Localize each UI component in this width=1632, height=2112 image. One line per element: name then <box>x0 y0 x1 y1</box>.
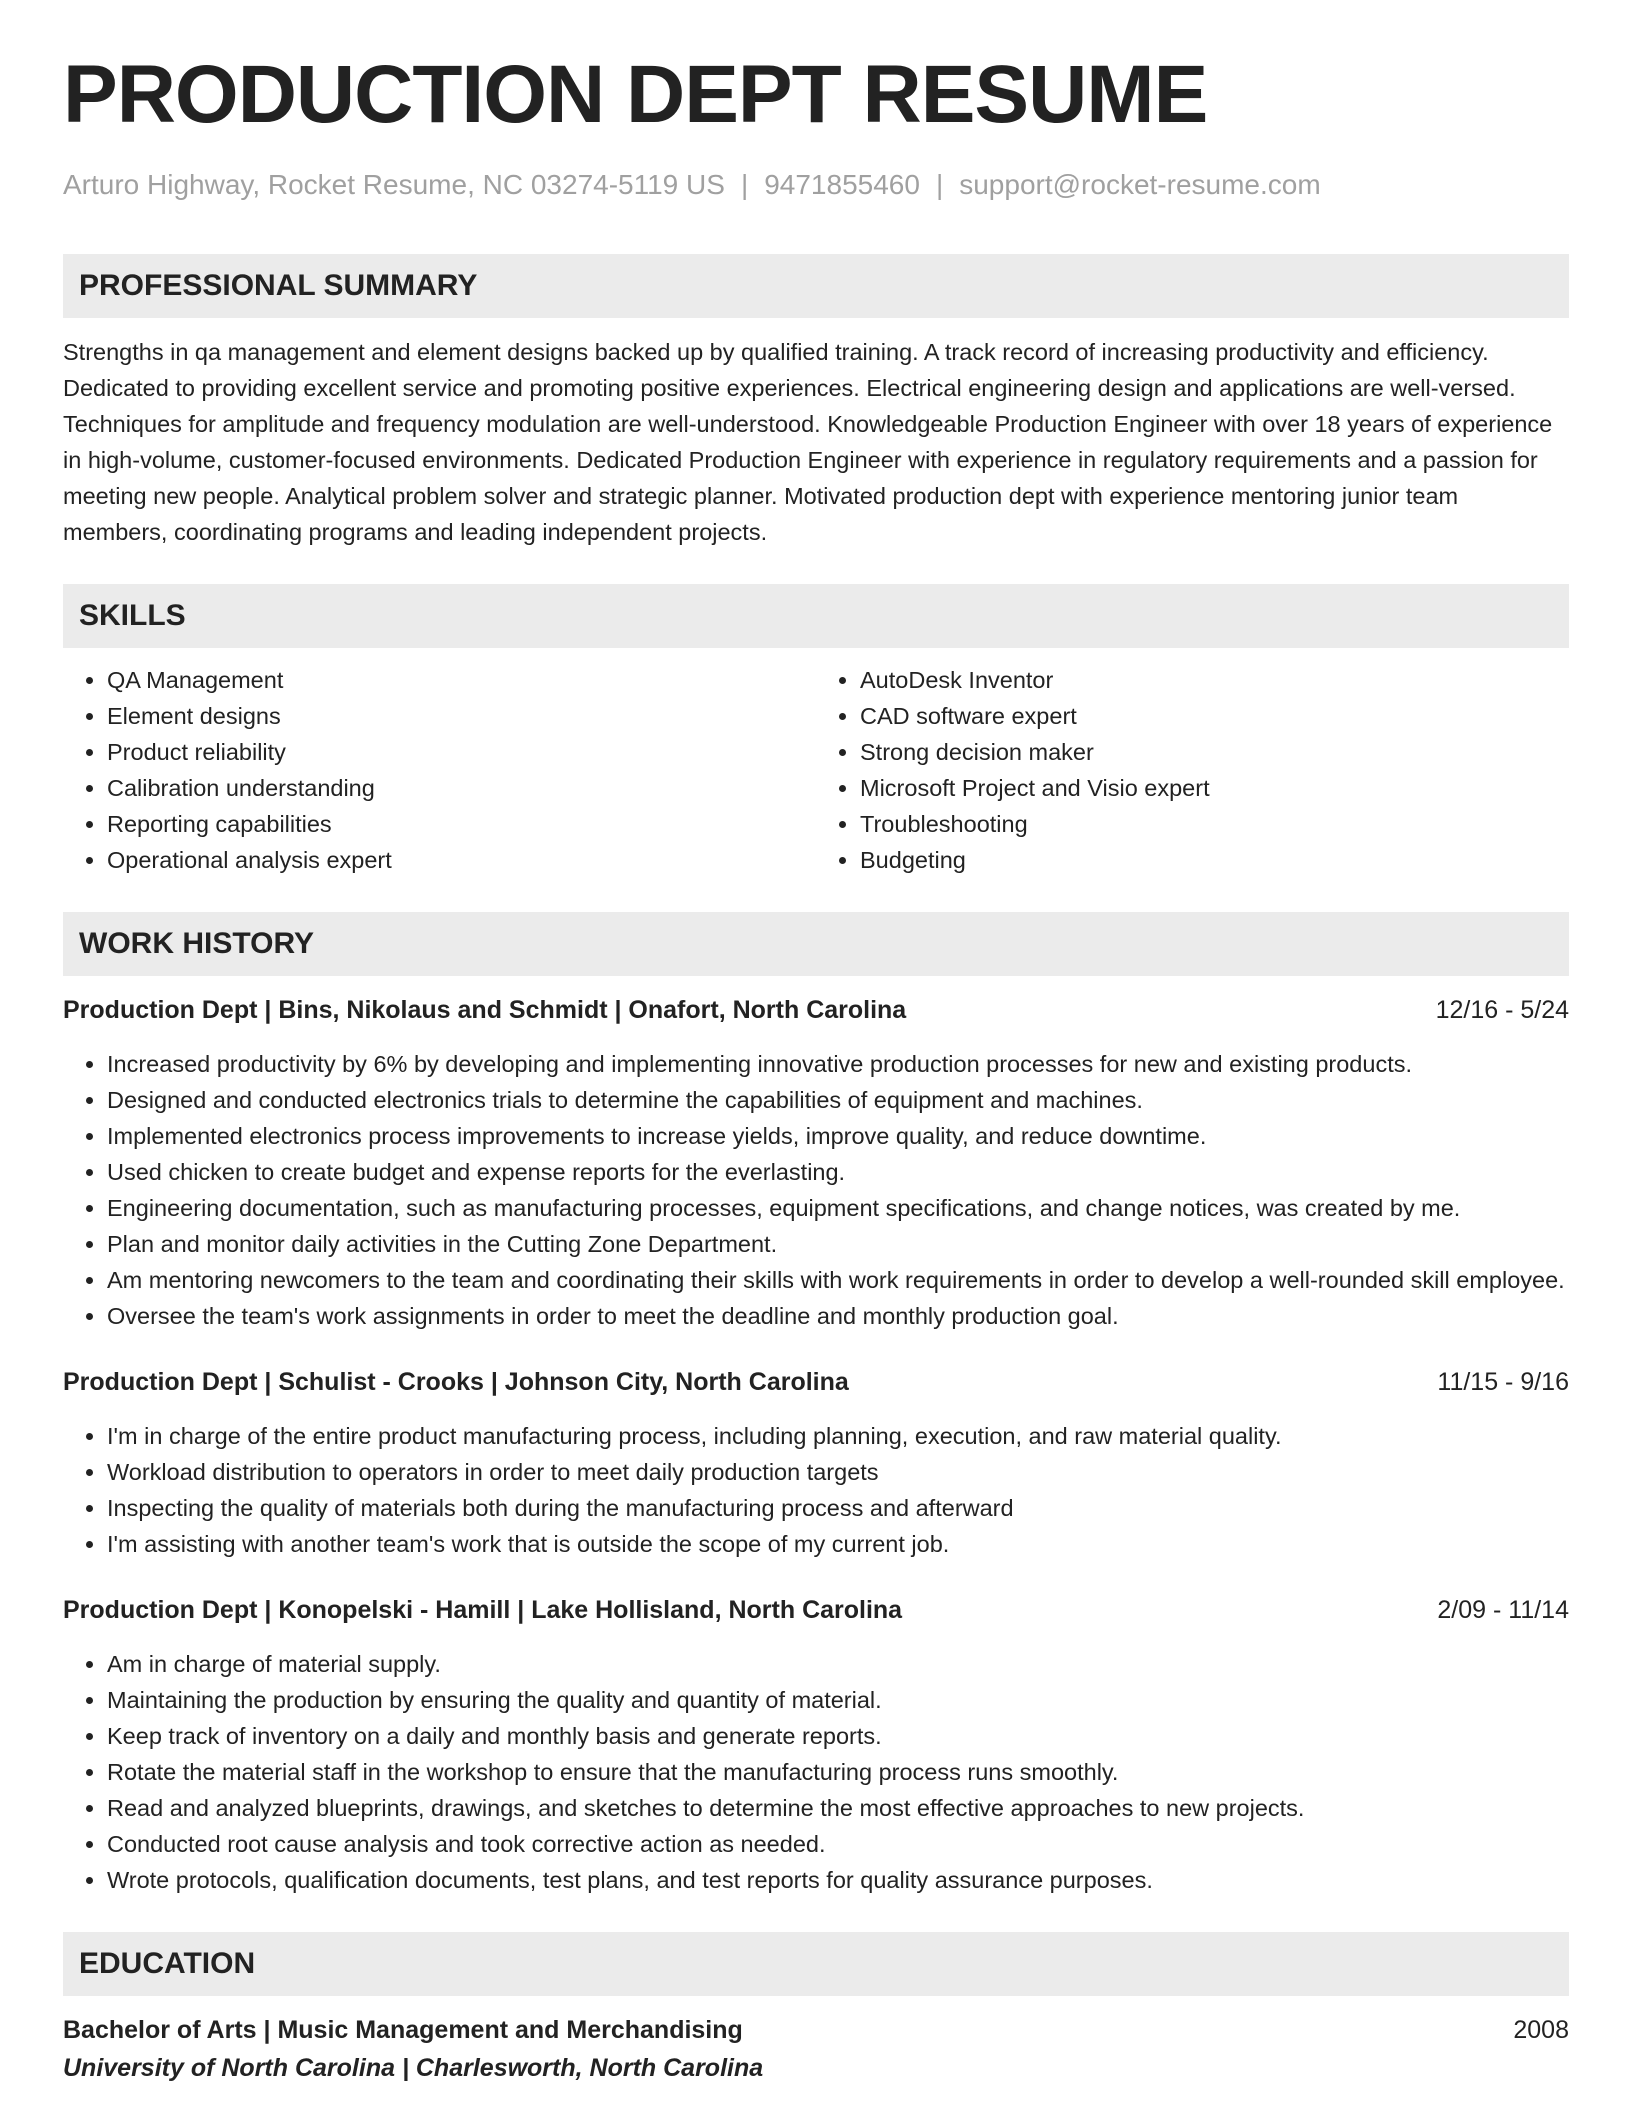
job-header <box>63 1592 1569 1628</box>
contact-line <box>63 168 1569 202</box>
section-heading-skills: SKILLS <box>63 584 1569 648</box>
job-dates: 2/09 - 11/14 <box>1437 1595 1569 1624</box>
job-bullet: • Am in charge of material supply. <box>107 1646 1569 1682</box>
job-bullet: • I'm in charge of the entire product manufacturing process, including planning, execution, and raw material quality. <box>107 1418 1569 1454</box>
skill-item: • Strong decision maker <box>860 734 1569 770</box>
contact-separator: | <box>935 169 944 200</box>
job-entry <box>63 1364 1569 1562</box>
job-bullet: • Keep track of inventory on a daily and monthly basis and generate reports. <box>107 1718 1569 1754</box>
skill-item: • Microsoft Project and Visio expert <box>860 770 1569 806</box>
summary-text: Strengths in qa management and element designs backed up by qualified training. A track record of increasing productivity and efficiency. Dedicated to providing excellent service and promoting positive experiences. Electrical engineering design and applications are well-versed. Techniques for amplitude and frequency modulation are well-understood. Knowledgeable Production Engineer with over 18 years of experience in high-volume, customer-focused environments. Dedicated Production Engineer with experience in regulatory requirements and a passion for meeting new people. Analytical problem solver and strategic planner. Motivated production dept with experience mentoring junior team members, coordinating programs and leading independent projects. <box>63 338 1553 545</box>
skill-item: • CAD software expert <box>860 698 1569 734</box>
skills-column-left <box>63 662 816 878</box>
skills-list <box>63 662 1569 878</box>
graduation-year: 2008 <box>1513 2015 1569 2044</box>
job-header <box>63 992 1569 1028</box>
degree: Bachelor of Arts | Music Management and Merchandising <box>63 2015 743 2044</box>
resume-title: PRODUCTION DEPT RESUME <box>63 49 1208 140</box>
skill-item: • Element designs <box>107 698 816 734</box>
skill-item: • Budgeting <box>860 842 1569 878</box>
job-bullets <box>63 1418 1569 1562</box>
address: Arturo Highway, Rocket Resume, NC 03274-5119 US <box>63 169 725 200</box>
job-bullet: • I'm assisting with another team's work that is outside the scope of my current job. <box>107 1526 1569 1562</box>
job-bullet: • Rotate the material staff in the workshop to ensure that the manufacturing process runs smoothly. <box>107 1754 1569 1790</box>
skill-item: • AutoDesk Inventor <box>860 662 1569 698</box>
phone: 9471855460 <box>764 169 920 200</box>
job-bullet: • Conducted root cause analysis and took corrective action as needed. <box>107 1826 1569 1862</box>
school: University of North Carolina | Charlesworth, North Carolina <box>63 2053 764 2082</box>
job-entry <box>63 992 1569 1334</box>
education-header <box>63 2012 1569 2048</box>
contact-separator: | <box>740 169 749 200</box>
job-title: Production Dept | Schulist - Crooks | Johnson City, North Carolina <box>63 1367 849 1396</box>
job-bullet: • Engineering documentation, such as manufacturing processes, equipment specifications, and change notices, was created by me. <box>107 1190 1569 1226</box>
job-bullet: • Maintaining the production by ensuring the quality and quantity of material. <box>107 1682 1569 1718</box>
job-bullet: • Read and analyzed blueprints, drawings, and sketches to determine the most effective approaches to new projects. <box>107 1790 1569 1826</box>
job-dates: 12/16 - 5/24 <box>1435 995 1569 1024</box>
job-bullet: • Workload distribution to operators in order to meet daily production targets <box>107 1454 1569 1490</box>
job-bullet: • Designed and conducted electronics trials to determine the capabilities of equipment and machines. <box>107 1082 1569 1118</box>
job-title: Production Dept | Bins, Nikolaus and Schmidt | Onafort, North Carolina <box>63 995 907 1024</box>
job-bullets <box>63 1646 1569 1898</box>
job-bullet: • Plan and monitor daily activities in the Cutting Zone Department. <box>107 1226 1569 1262</box>
job-entry <box>63 1592 1569 1898</box>
section-heading-work: WORK HISTORY <box>63 912 1569 976</box>
job-header <box>63 1364 1569 1400</box>
job-bullet: • Inspecting the quality of materials both during the manufacturing process and afterward <box>107 1490 1569 1526</box>
skill-item: • QA Management <box>107 662 816 698</box>
job-dates: 11/15 - 9/16 <box>1437 1367 1569 1396</box>
skill-item: • Troubleshooting <box>860 806 1569 842</box>
section-heading-summary: PROFESSIONAL SUMMARY <box>63 254 1569 318</box>
job-title: Production Dept | Konopelski - Hamill | Lake Hollisland, North Carolina <box>63 1595 903 1624</box>
email: support@rocket-resume.com <box>959 169 1321 200</box>
job-bullet: • Oversee the team's work assignments in order to meet the deadline and monthly production goal. <box>107 1298 1569 1334</box>
job-bullet: • Used chicken to create budget and expense reports for the everlasting. <box>107 1154 1569 1190</box>
skill-item: • Reporting capabilities <box>107 806 816 842</box>
skill-item: • Calibration understanding <box>107 770 816 806</box>
skills-column-right <box>816 662 1569 878</box>
skill-item: • Product reliability <box>107 734 816 770</box>
section-heading-education: EDUCATION <box>63 1932 1569 1996</box>
job-bullet: • Increased productivity by 6% by developing and implementing innovative production processes for new and existing products. <box>107 1046 1569 1082</box>
job-bullet: • Implemented electronics process improvements to increase yields, improve quality, and reduce downtime. <box>107 1118 1569 1154</box>
skill-item: • Operational analysis expert <box>107 842 816 878</box>
job-bullet: • Wrote protocols, qualification documents, test plans, and test reports for quality assurance purposes. <box>107 1862 1569 1898</box>
job-bullets <box>63 1046 1569 1334</box>
job-bullet: • Am mentoring newcomers to the team and coordinating their skills with work requirements in order to develop a well-rounded skill employee. <box>107 1262 1569 1298</box>
